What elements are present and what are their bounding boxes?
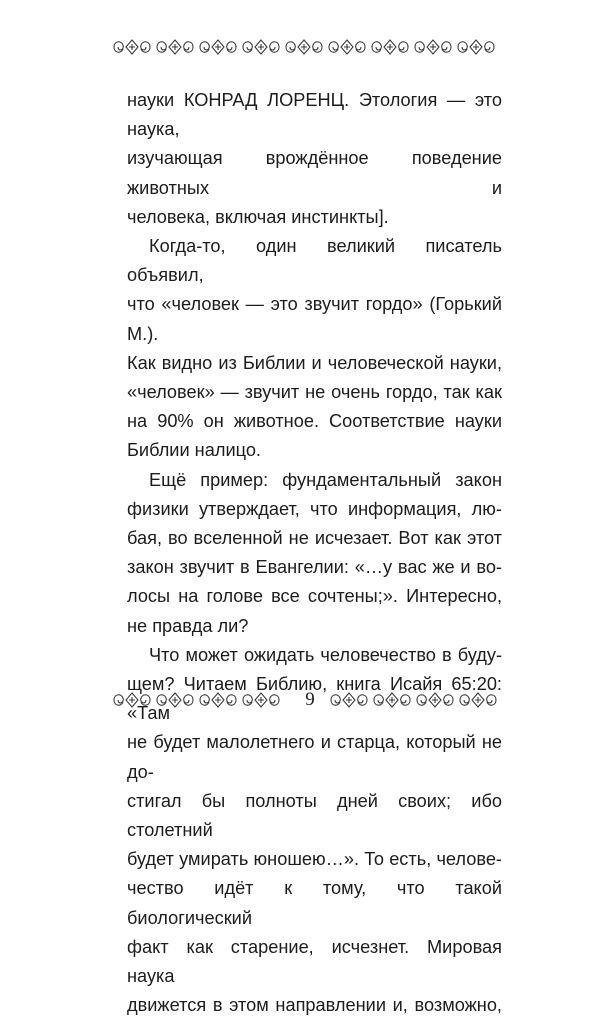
text-line: на 90% он животное. Соответствие науки	[127, 411, 502, 432]
text-line: физики утверждает, что информация, лю-	[127, 498, 502, 519]
text-line: Когда-то, один великий писатель объявил,	[127, 236, 502, 286]
text-line: изучающая врождённое поведение животных и	[127, 148, 502, 198]
text-line: бая, во вселенной не исчезает. Вот как этот	[127, 528, 502, 549]
text-line: человека, включая инстинкты].	[127, 206, 389, 227]
text-line: факт как старение, исчезнет. Мировая наука	[127, 936, 502, 987]
ornament-motif-icon	[415, 40, 451, 54]
text-line: Что может ожидать человечество в буду-	[149, 644, 502, 665]
text-line: не правда ли?	[127, 615, 249, 636]
ornament-motif-icon	[329, 40, 365, 54]
text-line: стигал бы полноты дней своих; ибо столетний	[127, 790, 502, 841]
text-line: Библии налицо.	[127, 440, 261, 461]
text-line: «человек» — звучит не очень гордо, так как	[127, 382, 502, 403]
top-ornament-icon	[110, 37, 500, 57]
ornament-motif-icon	[286, 40, 322, 54]
ornament-motif-icon	[243, 693, 279, 707]
body-text	[127, 86, 502, 1021]
text-line: Как видно из Библии и человеческой науки,	[127, 352, 502, 373]
text-line: движется в этом направлении и, возможно,	[127, 995, 502, 1016]
ornament-motif-icon	[372, 40, 408, 54]
ornament-motif-icon	[374, 693, 410, 707]
ornament-motif-icon	[114, 693, 150, 707]
ornament-motif-icon	[417, 693, 453, 707]
page-number: 9	[305, 689, 315, 710]
ornament-motif-icon	[200, 693, 236, 707]
text-line: закон звучит в Евангелии: «…у вас же и во-	[127, 557, 502, 578]
ornament-motif-icon	[114, 40, 150, 54]
ornament-motif-icon	[458, 40, 494, 54]
ornament-motif-icon	[243, 40, 279, 54]
text-line: что «человек — это звучит гордо» (Горький М.).	[127, 294, 502, 344]
ornament-motif-icon	[157, 693, 193, 707]
text-line: Ещё пример: фундаментальный закон	[149, 469, 502, 490]
ornament-motif-icon	[460, 693, 496, 707]
ornament-motif-icon	[200, 40, 236, 54]
text-line: чество идёт к тому, что такой биологический	[127, 878, 502, 928]
ornament-motif-icon	[331, 693, 367, 707]
text-line: науки КОНРАД ЛОРЕНЦ. Этология — это наука,	[127, 90, 502, 140]
text-line: лосы на голове все сочтены;». Интересно,	[127, 586, 502, 607]
text-line: щем? Читаем Библию, книга Исайя 65:20: «Там	[127, 674, 502, 724]
ornament-motif-icon	[157, 40, 193, 54]
text-line: не будет малолетнего и старца, который не до-	[127, 732, 502, 782]
text-line: будет умирать юношею…». То есть, челове-	[127, 849, 502, 870]
